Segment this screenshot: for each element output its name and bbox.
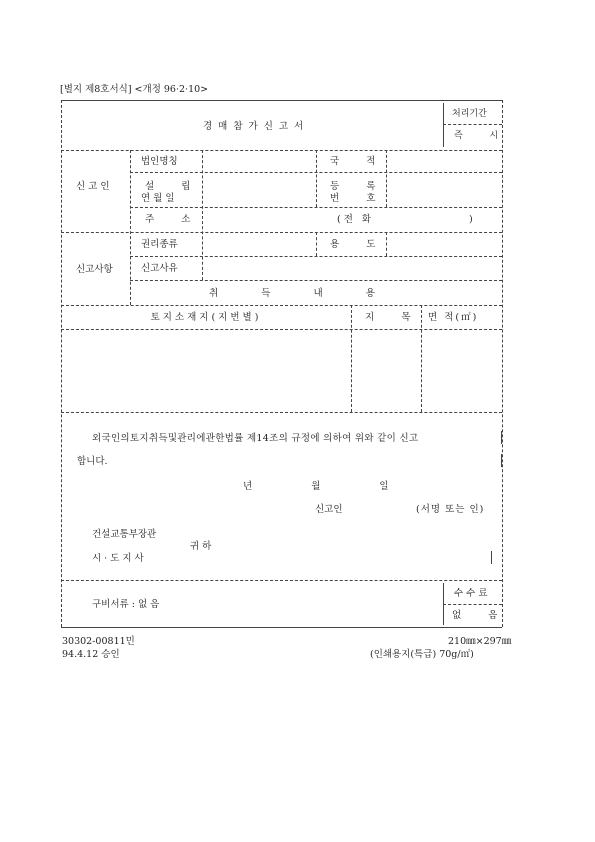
address-label: 주 소 — [145, 214, 203, 225]
declaration-bottom-line — [61, 580, 502, 581]
approval-date: 94.4.12 승인 — [62, 649, 120, 660]
honorific: 귀하 — [190, 541, 215, 552]
declaration-edge-mark-3 — [491, 551, 492, 564]
reporter-section-label: 신고인 — [76, 181, 113, 192]
paper-size: 210㎜×297㎜ — [448, 636, 512, 647]
outer-bottom-border — [61, 627, 502, 628]
signer-label: 신고인 — [315, 504, 343, 515]
right-type-row-line — [130, 256, 502, 257]
declaration-line-2: 합니다. — [77, 456, 108, 467]
land-location-header: 토지소재지(지번별) — [150, 312, 262, 323]
fee-label: 수수료 — [454, 588, 491, 599]
outer-top-border — [61, 100, 502, 101]
acquisition-row-line — [61, 305, 502, 306]
land-col-divider-1 — [351, 305, 352, 412]
date-line: 년 월 일 — [243, 481, 417, 492]
land-col-divider-2 — [421, 305, 422, 412]
reason-label: 신고사유 — [141, 263, 178, 274]
outer-left-border — [61, 100, 62, 627]
form-title: 경매참가신고서 — [203, 121, 310, 132]
paper-type: (인쇄용지(특급) 70g/㎡) — [370, 649, 474, 660]
established-label-1: 설 립 — [145, 181, 203, 192]
sign-note: (서명 또는 인) — [416, 504, 485, 515]
outer-right-border — [502, 100, 503, 627]
land-table-bottom-line — [61, 412, 502, 413]
form-number: 30302-00811민 — [62, 636, 135, 647]
established-label-2: 연월일 — [141, 193, 178, 204]
right-type-label: 권리종류 — [141, 239, 178, 250]
recipient-governor: 시·도지사 — [92, 553, 147, 564]
usage-label: 용 도 — [330, 239, 388, 250]
declaration-line-1: 외국인의토지취득및관리에관한법률 제14조의 규정에 의하여 위와 같이 신고 — [92, 433, 419, 444]
established-row-line — [130, 207, 502, 208]
recipient-minister: 건설교통부장관 — [92, 529, 157, 540]
reporter-mid-divider — [316, 150, 317, 207]
nationality-label: 국 적 — [330, 156, 388, 167]
usage-left-divider — [316, 232, 317, 256]
registration-label-2: 번 호 — [330, 193, 388, 204]
processing-period-value: 즉 시 — [454, 131, 511, 141]
corp-name-label: 법인명칭 — [141, 156, 178, 167]
land-category-header: 지 목 — [365, 312, 423, 323]
reporter-bottom-line — [61, 232, 502, 233]
land-area-header: 면 적(㎡) — [428, 312, 479, 323]
title-bottom-line — [61, 150, 502, 151]
reason-row-line — [130, 280, 502, 281]
fee-mid-line — [443, 604, 502, 605]
phone-label: (전 화 — [337, 214, 375, 225]
registration-label-1: 등 록 — [330, 181, 388, 192]
processing-mid-line — [443, 124, 502, 125]
corp-row-line — [130, 172, 502, 173]
phone-close: ) — [469, 214, 473, 225]
declaration-edge-mark-2 — [501, 454, 502, 467]
acquisition-label: 취 득 내 용 — [209, 288, 395, 299]
processing-divider — [443, 103, 444, 147]
fee-value: 없 음 — [452, 610, 510, 621]
form-reference: [별지 제8호서식] <개정 96·2·10> — [60, 84, 209, 95]
declaration-edge-mark-1 — [501, 431, 502, 444]
processing-period-label: 처리기간 — [452, 109, 487, 119]
reporter-left-divider — [130, 150, 131, 305]
required-documents: 구비서류 : 없 음 — [92, 599, 160, 610]
report-items-section-label: 신고사항 — [76, 264, 113, 275]
land-header-line — [61, 329, 502, 330]
